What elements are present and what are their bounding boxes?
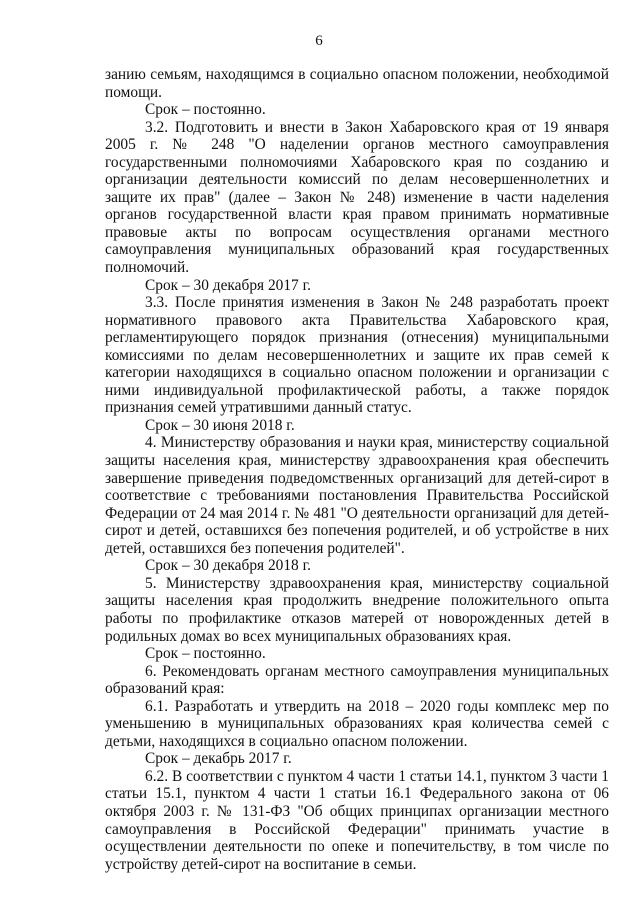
paragraph: занию семьям, находящимся в социально опасном положении, необходимой помощи. xyxy=(105,66,609,101)
paragraph: 5. Министерству здравоохранения края, министерству социальной защиты населения края продолжить внедрение положительного опыта работы по профилактике отказов матерей от новорожденных детей в родильных домах во всех муниципальных образованиях края. xyxy=(105,574,609,645)
paragraph: 6. Рекомендовать органам местного самоуправления муниципальных образований края: xyxy=(105,662,609,698)
paragraph: 3.2. Подготовить и внести в Закон Хабаровского края от 19 января 2005 г. № 248 "О наделении органов местного самоуправления государственными полномочиями Хабаровского края по созданию и организации деятельности комиссий по делам несовершеннолетних и защите их прав" (далее – Закон № 248) изменение в части наделения органов государственной власти края правом принимать нормативные правовые акты по вопросам осуществления органами местного самоуправления муниципальных образований края государственных полномочий. xyxy=(105,118,609,277)
paragraph: 6.1. Разработать и утвердить на 2018 – 2020 годы комплекс мер по уменьшению в муниципальных образованиях края количества семей с детьми, находящихся в социально опасном положении. xyxy=(105,697,609,750)
paragraph: 6.2. В соответствии с пунктом 4 части 1 статьи 14.1, пунктом 3 части 1 статьи 15.1, пунктом 4 части 1 статьи 16.1 Федерального закона от 06 октября 2003 г. № 131-ФЗ "Об общих принципах организации местного самоуправления в Российской Федерации" принимать участие в осуществлении деятельности по опеке и попечительству, в том числе по устройству детей-сирот на воспитание в семьи. xyxy=(105,767,609,873)
deadline-line: Срок – 30 декабря 2017 г. xyxy=(145,276,312,294)
deadline-line: Срок – 30 июня 2018 г. xyxy=(145,416,295,434)
deadline-line: Срок – декабрь 2017 г. xyxy=(145,750,292,768)
deadline-line: Срок – 30 декабря 2018 г. xyxy=(145,557,312,575)
deadline-line: Срок – постоянно. xyxy=(145,101,266,119)
page-number: 6 xyxy=(315,33,323,49)
paragraph: 3.3. После принятия изменения в Закон № 248 разработать проект нормативного правового акта Правительства Хабаровского края, регламентирующего порядок признания (отнесения) муниципальными комиссиями по делам несовершеннолетних и защите их прав семей к категории находящихся в социально опасном положении и организации с ними индивидуальной профилактической работы, а также порядок признания семей утратившими данный статус. xyxy=(105,294,609,417)
deadline-line: Срок – постоянно. xyxy=(145,645,266,663)
document-body xyxy=(105,66,609,873)
paragraph: 4. Министерству образования и науки края, министерству социальной защиты населения края, министерству здравоохранения края обеспечить завершение приведения подведомственных организаций для детей-сирот в соответствие с требованиями постановления Правительства Российской Федерации от 24 мая 2014 г. № 481 "О деятельности организаций для детей-сирот и детей, оставшихся без попечения родителей, и об устройстве в них детей, оставшихся без попечения родителей". xyxy=(105,434,609,557)
